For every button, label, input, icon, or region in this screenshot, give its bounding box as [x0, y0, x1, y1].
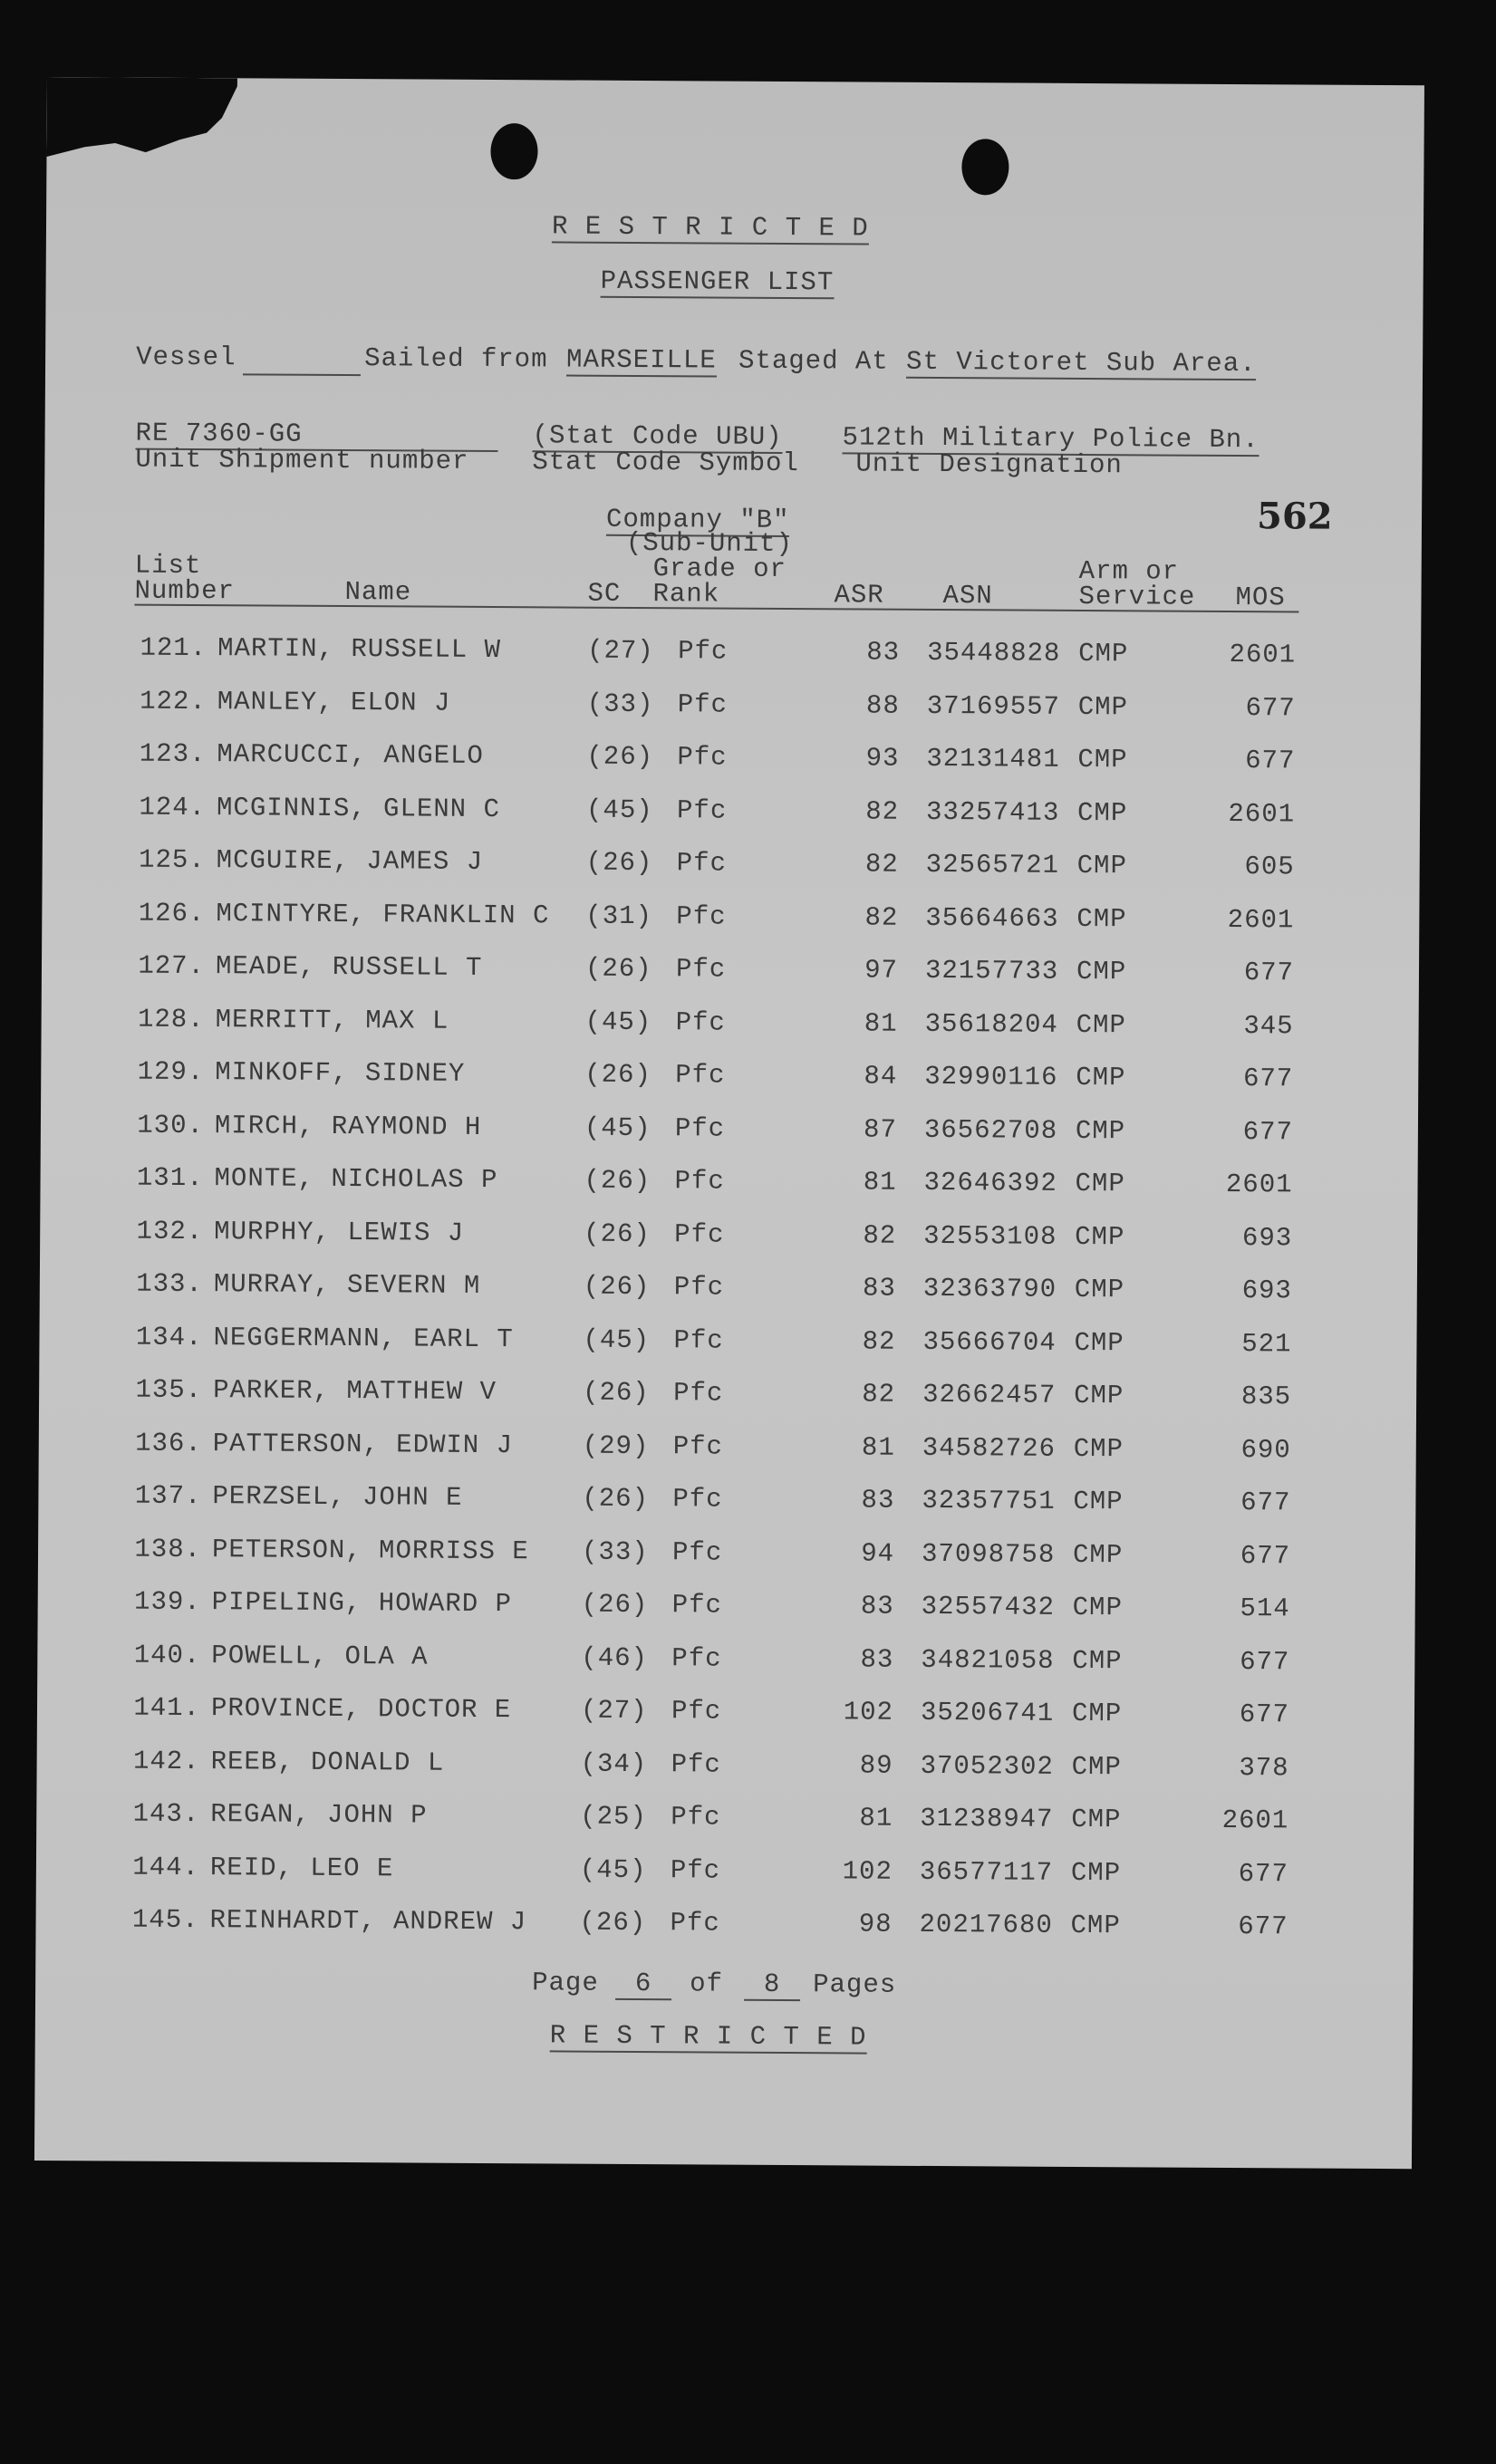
asr-score: 81	[859, 1803, 893, 1834]
service-code: (26)	[583, 1271, 651, 1303]
mos-code: 2601	[1229, 639, 1297, 670]
asr-score: 82	[865, 796, 900, 827]
asr-score: 93	[865, 743, 900, 774]
list-number: 129.	[137, 1056, 205, 1088]
passenger-name: MCINTYRE, FRANKLIN C	[216, 898, 550, 930]
rank: Pfc	[674, 1166, 725, 1197]
col-list-number: Number	[134, 575, 236, 607]
col-sc: SC	[587, 578, 622, 609]
asr-score: 102	[842, 1855, 893, 1887]
serial-number: 32646392	[923, 1167, 1057, 1198]
stat-code: (Stat Code UBU)	[532, 420, 783, 452]
pages-label: Pages	[813, 1969, 897, 2000]
list-number: 130.	[137, 1110, 205, 1141]
mos-code: 677	[1242, 1116, 1294, 1147]
asr-score: 102	[843, 1697, 894, 1728]
rank: Pfc	[670, 1908, 720, 1939]
col-arm: Service	[1078, 581, 1196, 612]
asr-score: 84	[864, 1061, 898, 1092]
arm-service: CMP	[1071, 1804, 1122, 1835]
passenger-name: PROVINCE, DOCTOR E	[210, 1693, 512, 1726]
table-row	[42, 950, 1419, 1012]
passenger-name: POWELL, OLA A	[211, 1640, 429, 1672]
serial-number: 34582726	[922, 1432, 1057, 1464]
mos-code: 677	[1239, 1699, 1290, 1730]
list-number: 139.	[133, 1586, 201, 1618]
serial-number: 32131481	[926, 743, 1060, 775]
passenger-name: REID, LEO E	[209, 1852, 394, 1883]
rank: Pfc	[674, 1112, 726, 1144]
rank: Pfc	[672, 1484, 723, 1515]
list-number: 133.	[136, 1268, 203, 1300]
serial-number: 31238947	[920, 1803, 1054, 1834]
vessel-label: Vessel	[136, 342, 236, 373]
rank: Pfc	[675, 954, 727, 985]
shipment-number-label: Unit Shipment number	[135, 444, 469, 476]
mos-code: 2601	[1221, 1805, 1289, 1836]
table-row	[42, 844, 1419, 906]
asr-score: 82	[864, 902, 899, 933]
arm-service: CMP	[1076, 1009, 1126, 1040]
mos-code: 677	[1238, 1911, 1288, 1942]
rank: Pfc	[671, 1696, 722, 1727]
rank: Pfc	[675, 1060, 726, 1091]
arm-service: CMP	[1076, 1062, 1126, 1093]
list-number: 128.	[137, 1004, 205, 1035]
arm-service: CMP	[1074, 1380, 1124, 1411]
serial-number: 32990116	[924, 1061, 1058, 1092]
passenger-name: REGAN, JOHN P	[210, 1799, 428, 1831]
table-row	[43, 791, 1420, 852]
service-code: (29)	[582, 1430, 650, 1461]
col-mos: MOS	[1235, 582, 1286, 613]
passenger-name: MIRCH, RAYMOND H	[214, 1110, 482, 1142]
table-row	[37, 1692, 1414, 1754]
rank: Pfc	[671, 1590, 723, 1621]
arm-service: CMP	[1073, 1486, 1124, 1517]
passenger-name: MURPHY, LEWIS J	[214, 1216, 465, 1248]
punch-hole-right	[961, 139, 1009, 195]
passenger-name: NEGGERMANN, EARL T	[213, 1322, 514, 1354]
asr-score: 83	[862, 1273, 896, 1304]
page-stamp-number: 562	[1256, 495, 1333, 538]
table-row	[43, 738, 1420, 800]
serial-number: 32662457	[922, 1379, 1057, 1410]
asr-score: 82	[862, 1379, 896, 1410]
arm-service: CMP	[1070, 1910, 1121, 1941]
arm-service: CMP	[1076, 903, 1127, 934]
of-label: of	[690, 1968, 724, 1999]
arm-service: CMP	[1075, 1221, 1125, 1252]
table-row	[40, 1268, 1417, 1330]
vessel-value	[243, 342, 361, 376]
col-list-number-top: List	[134, 550, 202, 582]
col-asn: ASN	[942, 581, 993, 611]
serial-number: 35664663	[925, 902, 1059, 934]
service-code: (45)	[585, 794, 653, 825]
passenger-name: MONTE, NICHOLAS P	[214, 1163, 498, 1196]
rank: Pfc	[675, 1006, 726, 1038]
rank: Pfc	[676, 794, 728, 826]
arm-service: CMP	[1078, 638, 1129, 669]
sub-unit: Company "B"	[605, 504, 790, 536]
arm-service: CMP	[1071, 1751, 1122, 1782]
arm-service: CMP	[1075, 1168, 1125, 1199]
list-number: 141.	[133, 1692, 201, 1724]
mos-code: 2601	[1227, 904, 1295, 935]
mos-code: 521	[1241, 1328, 1292, 1359]
table-row	[36, 1851, 1414, 1912]
mos-code: 2601	[1225, 1169, 1293, 1200]
arm-service: CMP	[1072, 1645, 1123, 1676]
list-number: 126.	[138, 898, 206, 929]
service-code: (26)	[582, 1483, 650, 1515]
document-page	[34, 77, 1424, 2169]
arm-service: CMP	[1074, 1327, 1124, 1358]
mos-code: 677	[1245, 692, 1296, 723]
sub-unit-label: (Sub-Unit)	[625, 527, 793, 560]
asr-score: 94	[861, 1538, 895, 1569]
service-code: (26)	[584, 1059, 652, 1091]
serial-number: 35666704	[922, 1326, 1057, 1358]
mos-code: 2601	[1228, 798, 1296, 829]
table-row	[43, 685, 1421, 746]
list-number: 143.	[132, 1798, 200, 1830]
serial-number: 32363790	[922, 1273, 1057, 1304]
asr-score: 82	[864, 849, 899, 880]
serial-number: 34821058	[921, 1644, 1055, 1676]
table-row	[37, 1639, 1414, 1700]
col-grade: Rank	[652, 579, 720, 610]
rank: Pfc	[671, 1802, 721, 1833]
mos-code: 514	[1240, 1593, 1290, 1624]
arm-service: CMP	[1076, 850, 1128, 881]
classification-bottom: R E S T R I C T E D	[549, 2020, 867, 2053]
service-code: (45)	[584, 1112, 651, 1143]
mos-code: 378	[1239, 1752, 1289, 1783]
table-row	[38, 1533, 1415, 1594]
passenger-name: PERZSEL, JOHN E	[212, 1481, 463, 1513]
arm-service: CMP	[1073, 1433, 1124, 1464]
mos-code: 835	[1240, 1381, 1292, 1412]
asr-score: 97	[864, 955, 899, 986]
arm-service: CMP	[1072, 1592, 1124, 1623]
service-code: (31)	[585, 900, 653, 931]
mos-code: 677	[1240, 1487, 1291, 1518]
service-code: (33)	[581, 1536, 649, 1567]
table-row	[39, 1374, 1416, 1436]
serial-number: 37052302	[920, 1750, 1054, 1782]
service-code: (26)	[581, 1589, 649, 1621]
shipment-number: RE 7360-GG	[135, 419, 497, 452]
table-row	[37, 1586, 1414, 1648]
serial-number: 32553108	[923, 1220, 1057, 1252]
col-name: Name	[344, 577, 412, 608]
service-code: (26)	[586, 741, 654, 773]
table-row	[42, 897, 1419, 958]
rank: Pfc	[671, 1748, 721, 1780]
service-code: (26)	[579, 1907, 647, 1939]
sailed-from-label: Sailed from	[364, 343, 548, 375]
service-code: (26)	[585, 847, 653, 879]
rank: Pfc	[670, 1854, 721, 1886]
punch-hole-left	[490, 123, 537, 179]
table-row	[43, 632, 1421, 694]
serial-number: 36562708	[923, 1114, 1058, 1146]
torn-corner	[46, 77, 237, 178]
passenger-name: REEB, DONALD L	[210, 1746, 445, 1778]
service-code: (26)	[584, 953, 652, 985]
asr-score: 89	[859, 1750, 893, 1781]
table-row	[40, 1162, 1417, 1224]
asr-score: 81	[861, 1432, 895, 1463]
page-number: 6	[615, 1968, 671, 2000]
unit-designation: 512th Military Police Bn.	[842, 422, 1260, 456]
table-row	[41, 1056, 1418, 1118]
table-row	[39, 1321, 1416, 1382]
mos-code: 677	[1243, 958, 1295, 988]
asr-score: 83	[860, 1591, 894, 1622]
arm-service: CMP	[1076, 797, 1128, 828]
list-number: 125.	[138, 844, 206, 876]
asr-score: 83	[866, 637, 901, 668]
asr-score: 83	[861, 1485, 895, 1516]
table-row	[39, 1427, 1416, 1488]
rank: Pfc	[672, 1430, 724, 1462]
passenger-name: MCGINNIS, GLENN C	[216, 792, 501, 824]
mos-code: 677	[1238, 1858, 1289, 1889]
service-code: (45)	[583, 1324, 651, 1355]
serial-number: 35448828	[927, 637, 1061, 669]
list-number: 137.	[134, 1480, 202, 1512]
passenger-table	[35, 632, 1421, 1966]
list-number: 121.	[140, 632, 208, 664]
rank: Pfc	[671, 1536, 723, 1568]
mos-code: 677	[1240, 1540, 1291, 1571]
passenger-name: MINKOFF, SIDNEY	[215, 1057, 466, 1089]
mos-code: 345	[1243, 1010, 1294, 1041]
list-number: 132.	[136, 1216, 204, 1246]
serial-number: 35618204	[924, 1008, 1058, 1040]
asr-score: 83	[860, 1644, 894, 1675]
asr-score: 82	[863, 1220, 897, 1251]
unit-designation-label: Unit Designation	[855, 448, 1123, 481]
asr-score: 82	[862, 1326, 896, 1357]
classification-top: R E S T R I C T E D	[551, 211, 869, 244]
list-number: 142.	[132, 1746, 200, 1776]
rank: Pfc	[676, 900, 727, 932]
list-number: 135.	[135, 1374, 203, 1406]
passenger-name: MERRITT, MAX L	[215, 1004, 449, 1036]
sailed-from-value: MARSEILLE	[566, 344, 717, 376]
stat-code-label: Stat Code Symbol	[532, 447, 799, 479]
passenger-name: REINHARDT, ANDREW J	[209, 1905, 527, 1938]
passenger-name: MURRAY, SEVERN M	[213, 1269, 481, 1301]
table-row	[41, 1003, 1418, 1064]
list-number: 140.	[133, 1640, 201, 1670]
total-pages: 8	[744, 1969, 800, 2001]
document-title: PASSENGER LIST	[600, 265, 835, 298]
passenger-name: MCGUIRE, JAMES J	[216, 845, 484, 877]
mos-code: 693	[1241, 1275, 1292, 1306]
mos-code: 690	[1240, 1434, 1291, 1465]
asr-score: 87	[864, 1114, 898, 1145]
mos-code: 693	[1241, 1222, 1293, 1253]
service-code: (45)	[579, 1854, 647, 1885]
col-arm-top: Arm or	[1078, 555, 1180, 587]
col-asr: ASR	[834, 580, 884, 611]
arm-service: CMP	[1071, 1698, 1123, 1729]
table-row	[35, 1904, 1413, 1966]
arm-service: CMP	[1075, 1115, 1126, 1146]
list-number: 122.	[140, 686, 207, 717]
passenger-name: MARTIN, RUSSELL W	[217, 633, 502, 666]
arm-service: CMP	[1077, 744, 1128, 775]
serial-number: 35206741	[920, 1697, 1055, 1728]
service-code: (45)	[584, 1006, 652, 1037]
passenger-name: PARKER, MATTHEW V	[213, 1375, 497, 1408]
service-code: (46)	[581, 1642, 649, 1673]
serial-number: 37098758	[921, 1538, 1056, 1570]
staged-at-label: Staged At	[738, 345, 889, 377]
table-row	[40, 1215, 1417, 1276]
table-row	[38, 1480, 1415, 1542]
table-row	[36, 1798, 1414, 1860]
passenger-name: PATTERSON, EDWIN J	[212, 1428, 514, 1460]
passenger-name: MARCUCCI, ANGELO	[217, 739, 484, 771]
list-number: 134.	[135, 1322, 203, 1352]
asr-score: 98	[858, 1909, 893, 1939]
service-code: (26)	[583, 1377, 650, 1409]
arm-service: CMP	[1070, 1857, 1122, 1888]
serial-number: 32565721	[925, 849, 1060, 881]
page-label: Page	[532, 1968, 599, 1998]
serial-number: 32357751	[922, 1485, 1056, 1516]
mos-code: 677	[1245, 746, 1296, 776]
list-number: 144.	[132, 1852, 200, 1882]
passenger-name: PETERSON, MORRISS E	[211, 1534, 529, 1566]
serial-number: 32157733	[924, 955, 1059, 987]
passenger-name: PIPELING, HOWARD P	[211, 1587, 513, 1620]
rank: Pfc	[677, 688, 729, 720]
list-number: 131.	[136, 1162, 204, 1194]
arm-service: CMP	[1077, 691, 1129, 722]
serial-number: 32557432	[921, 1591, 1056, 1622]
service-code: (25)	[580, 1801, 648, 1833]
rank: Pfc	[673, 1324, 724, 1356]
asr-score: 88	[865, 690, 900, 721]
arm-service: CMP	[1074, 1274, 1125, 1305]
table-row	[41, 1109, 1418, 1170]
list-number: 138.	[134, 1534, 202, 1564]
service-code: (27)	[580, 1695, 648, 1727]
rank: Pfc	[674, 1218, 725, 1250]
asr-score: 81	[863, 1167, 897, 1198]
arm-service: CMP	[1076, 956, 1127, 987]
rank: Pfc	[677, 742, 728, 773]
list-number: 124.	[139, 792, 207, 823]
rank: Pfc	[673, 1378, 724, 1409]
mos-code: 677	[1240, 1646, 1290, 1677]
list-number: 123.	[139, 738, 207, 770]
rank: Pfc	[676, 848, 728, 879]
rank: Pfc	[671, 1642, 722, 1674]
list-number: 145.	[131, 1904, 199, 1936]
passenger-name: MEADE, RUSSELL T	[215, 951, 483, 983]
col-grade-top: Grade or	[652, 553, 787, 584]
staged-at-value: St Victoret Sub Area.	[905, 346, 1257, 380]
serial-number: 37169557	[926, 690, 1061, 722]
serial-number: 33257413	[925, 796, 1060, 828]
rank: Pfc	[678, 636, 729, 667]
passenger-name: MANLEY, ELON J	[217, 686, 451, 718]
list-number: 136.	[135, 1428, 202, 1458]
service-code: (27)	[587, 635, 654, 667]
asr-score: 81	[864, 1008, 898, 1039]
service-code: (33)	[586, 688, 654, 719]
mos-code: 677	[1242, 1064, 1294, 1094]
service-code: (34)	[580, 1748, 648, 1779]
service-code: (26)	[584, 1218, 651, 1249]
mos-code: 605	[1244, 852, 1295, 882]
serial-number: 20217680	[919, 1909, 1053, 1940]
serial-number: 36577117	[919, 1856, 1054, 1888]
arm-service: CMP	[1072, 1539, 1124, 1570]
service-code: (26)	[584, 1165, 651, 1197]
table-row	[36, 1745, 1414, 1806]
rank: Pfc	[673, 1272, 725, 1303]
list-number: 127.	[138, 950, 206, 982]
